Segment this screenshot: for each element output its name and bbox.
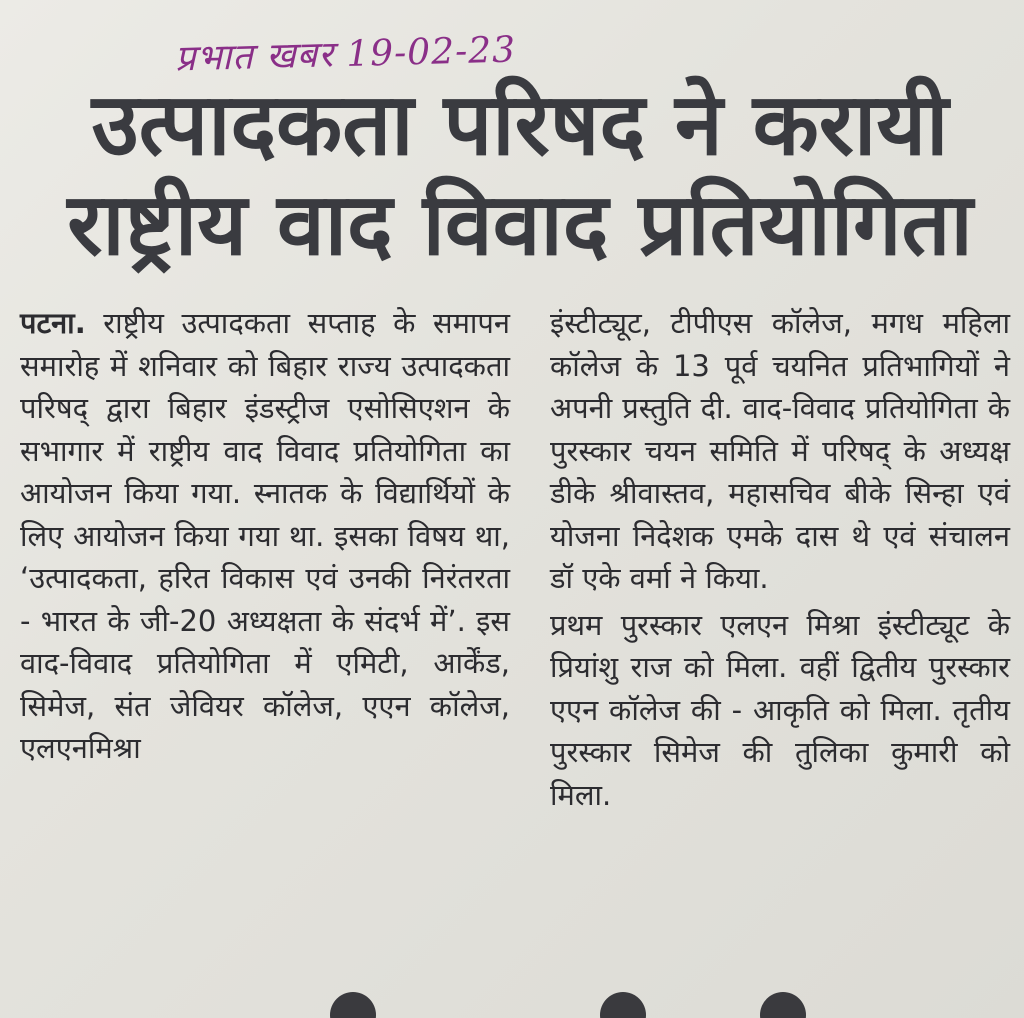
article-right-column — [550, 302, 1010, 816]
next-article-bleed — [0, 992, 1024, 1018]
right-paragraph-1: इंस्टीट्यूट, टीपीएस कॉलेज, मगध महिला कॉलेज के 13 पूर्व चयनित प्रतिभागियों ने अपनी प्रस्तुति दी. वाद-विवाद प्रतियोगिता के पुरस्कार चयन समिति में परिषद् के अध्यक्ष डीके श्रीवास्तव, महासचिव बीके सिन्हा एवं योजना निदेशक एमके दास थे एवं संचालन डॉ एके वर्मा ने किया. — [550, 306, 1010, 595]
bleed-glyph — [600, 992, 646, 1018]
handwritten-source-date: प्रभात खबर 19-02-23 — [174, 29, 517, 80]
bleed-glyph — [330, 992, 376, 1018]
left-paragraph — [20, 302, 510, 770]
right-paragraph-2: प्रथम पुरस्कार एलएन मिश्रा इंस्टीट्यूट के प्रियांशु राज को मिला. वहीं द्वितीय पुरस्कार एएन कॉलेज की - आकृति को मिला. तृतीय पुरस्कार सिमेज की तुलिका कुमारी को मिला. — [550, 607, 1010, 812]
article-left-column — [20, 302, 510, 770]
previous-article-bleed — [0, 0, 1024, 10]
left-column-text: राष्ट्रीय उत्पादकता सप्ताह के समापन समारोह में शनिवार को बिहार राज्य उत्पादकता परिषद् द्वारा बिहार इंडस्ट्रीज एसोसिएशन के सभागार में राष्ट्रीय वाद विवाद प्रतियोगिता का आयोजन किया गया. स्नातक के विद्यार्थियों के लिए आयोजन किया गया था. इसका विषय था, ‘उत्पादकता, हरित विकास एवं उनकी निरंतरता - भारत के जी-20 अध्यक्षता के संदर्भ में’. इस वाद-विवाद प्रतियोगिता में एमिटी, आर्केंड, सिमेज, संत जेवियर कॉलेज, एएन कॉलेज, एलएनमिश्रा — [20, 306, 510, 765]
headline-line-1: उत्पादकता परिषद ने करायी — [91, 75, 949, 175]
dateline: पटना. — [20, 306, 86, 340]
headline-line-2: राष्ट्रीय वाद विवाद प्रतियोगिता — [67, 175, 973, 275]
bleed-glyph — [760, 992, 806, 1018]
